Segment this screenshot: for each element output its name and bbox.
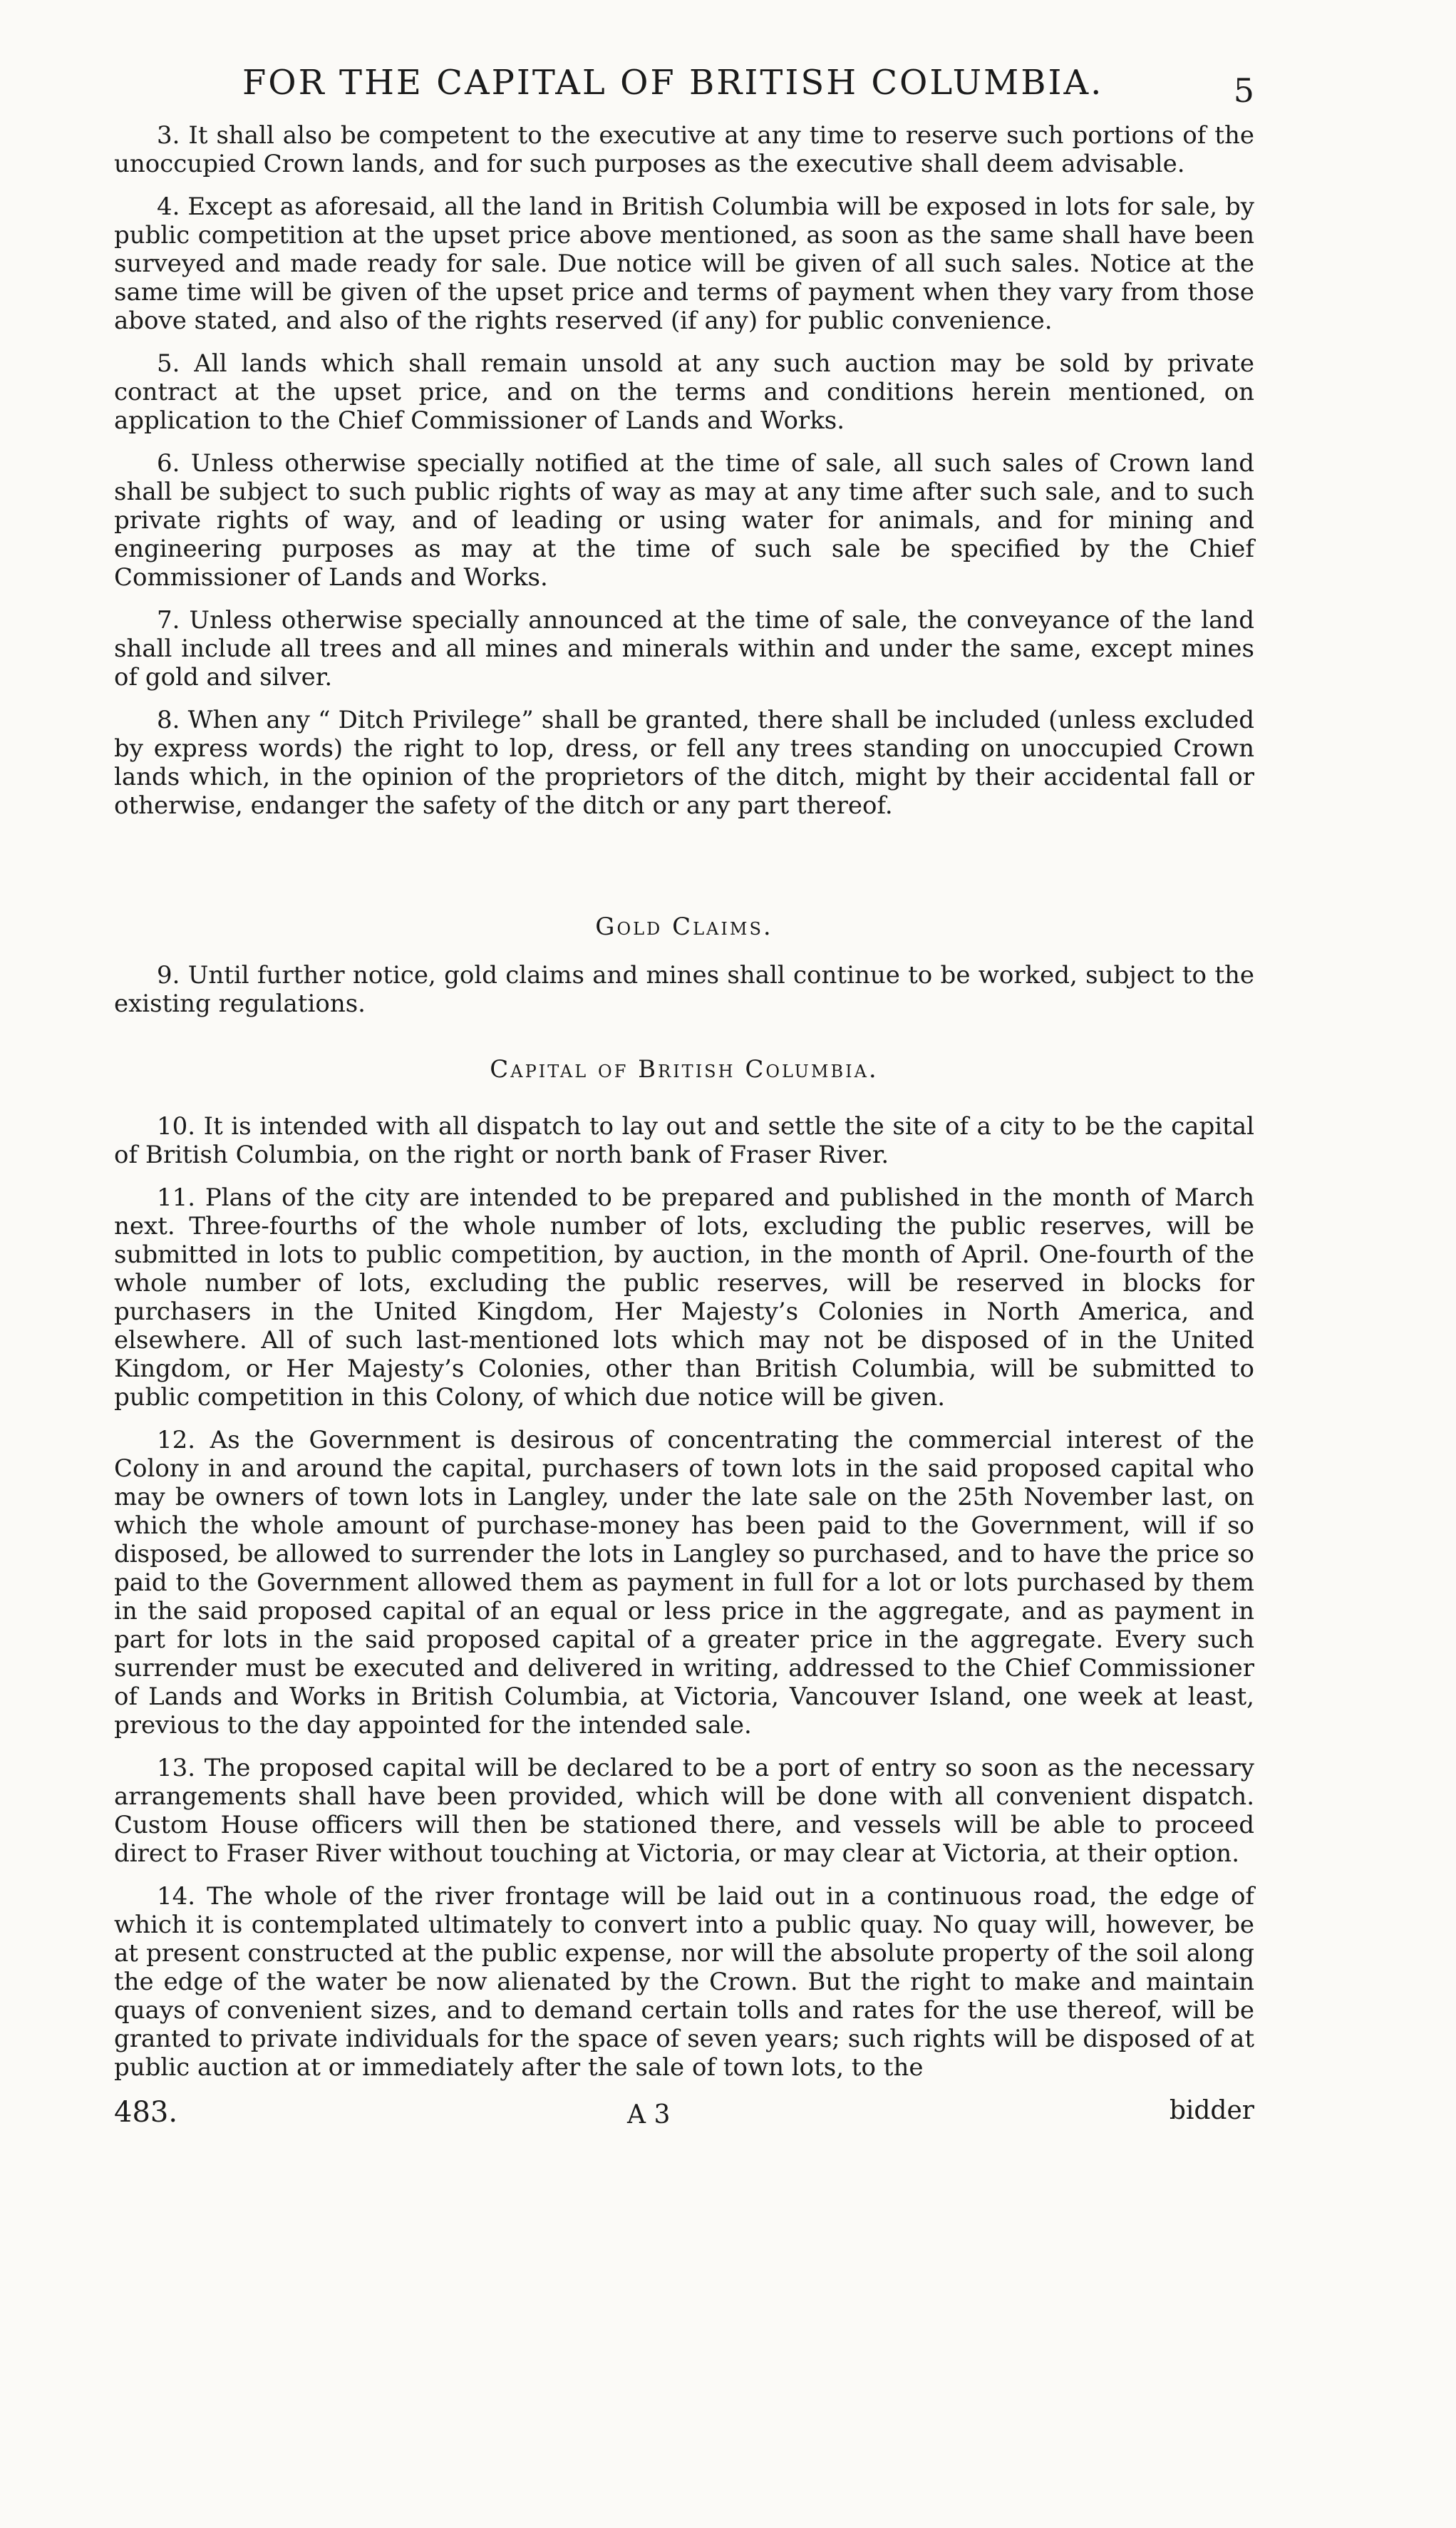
paragraph-9: 9. Until further notice, gold claims and mines shall continue to be worked, subject to the existing regulations. xyxy=(114,961,1254,1018)
paragraph-14: 14. The whole of the river frontage will be laid out in a continuous road, the edge of which it is contemplated ultimately to convert into a public quay. No quay will, however, be at present constructed at the public expense, nor will the absolute property of the soil along the edge of the water be now alienated by the Crown. But the right to make and maintain quays of convenient sizes, and to demand certain tolls and rates for the use thereof, will be granted to private individuals for the space of seven years; such rights will be disposed of at public auction at or immediately after the sale of town lots, to the xyxy=(114,1882,1254,2082)
capital-section xyxy=(114,1055,1254,2082)
paragraph-3: 3. It shall also be competent to the executive at any time to reserve such portions of the unoccupied Crown lands, and for such purposes as the executive shall deem advisable. xyxy=(114,121,1254,178)
paragraph-11: 11. Plans of the city are intended to be prepared and published in the month of March next. Three-fourths of the whole number of lots, excluding the public reserves, will be submitted in lots to public competition, by auction, in the month of April. One-fourth of the whole number of lots, excluding the public reserves, will be reserved in blocks for purchasers in the United Kingdom, Her Majesty’s Colonies in North America, and elsewhere. All of such last-mentioned lots which may not be disposed of in the United Kingdom, or Her Majesty’s Colonies, other than British Columbia, will be submitted to public competition in this Colony, of which due notice will be given. xyxy=(114,1183,1254,1412)
paragraph-8: 8. When any “ Ditch Privilege” shall be granted, there shall be included (unless excluded by express words) the right to lop, dress, or fell any trees standing on unoccupied Crown lands which, in the opinion of the proprietors of the ditch, might by their accidental fall or otherwise, endanger the safety of the ditch or any part thereof. xyxy=(114,706,1254,820)
section-heading-gold-claims: Gold Claims. xyxy=(595,913,773,941)
section-heading-capital: Capital of British Columbia. xyxy=(490,1055,879,1084)
paragraph-7: 7. Unless otherwise specially announced at the time of sale, the conveyance of the land shall include all trees and all mines and minerals within and under the same, except mines of gold and silver. xyxy=(114,606,1254,692)
signature-mark: A 3 xyxy=(627,2100,671,2129)
running-head xyxy=(114,57,1254,121)
page-number: 5 xyxy=(1233,71,1254,110)
running-title: FOR THE CAPITAL OF BRITISH COLUMBIA. xyxy=(242,63,1104,103)
document-page xyxy=(114,57,1254,2481)
catchword: bidder xyxy=(1169,2096,1254,2125)
page-footer xyxy=(114,2096,1254,2139)
paragraph-12: 12. As the Government is desirous of concentrating the commercial interest of the Colony in and around the capital, purchasers of town lots in the said proposed capital who may be owners of town lots in Langley, under the late sale on the 25th November last, on which the whole amount of purchase-money has been paid to the Government, will if so disposed, be allowed to surrender the lots in Langley so purchased, and to have the price so paid to the Government allowed them as payment in full for a lot or lots purchased by them in the said proposed capital of an equal or less price in the aggregate, and as payment in part for lots in the said proposed capital of a greater price in the aggregate. Every such surrender must be executed and delivered in writing, addressed to the Chief Commissioner of Lands and Works in British Columbia, at Victoria, Vancouver Island, one week at least, previous to the day appointed for the intended sale. xyxy=(114,1426,1254,1740)
gold-claims-section xyxy=(114,913,1254,1018)
paragraph-6: 6. Unless otherwise specially notified at the time of sale, all such sales of Crown land shall be subject to such public rights of way as may at any time after such sale, and to such private rights of way, and of leading or using water for animals, and for mining and engineering purposes as may at the time of such sale be specified by the Chief Commissioner of Lands and Works. xyxy=(114,449,1254,592)
document-number: 483. xyxy=(114,2096,178,2129)
paragraph-4: 4. Except as aforesaid, all the land in British Columbia will be exposed in lots for sale, by public competition at the upset price above mentioned, as soon as the same shall have been surveyed and made ready for sale. Due notice will be given of all such sales. Notice at the same time will be given of the upset price and terms of payment when they vary from those above stated, and also of the rights reserved (if any) for public convenience. xyxy=(114,192,1254,335)
land-section xyxy=(114,121,1254,820)
paragraph-10: 10. It is intended with all dispatch to lay out and settle the site of a city to be the capital of British Columbia, on the right or north bank of Fraser River. xyxy=(114,1112,1254,1169)
paragraph-13: 13. The proposed capital will be declared to be a port of entry so soon as the necessary arrangements shall have been provided, which will be done with all convenient dispatch. Custom House officers will then be stationed there, and vessels will be able to proceed direct to Fraser River without touching at Victoria, or may clear at Victoria, at their option. xyxy=(114,1754,1254,1868)
paragraph-5: 5. All lands which shall remain unsold at any such auction may be sold by private contract at the upset price, and on the terms and conditions herein mentioned, on application to the Chief Commissioner of Lands and Works. xyxy=(114,349,1254,435)
